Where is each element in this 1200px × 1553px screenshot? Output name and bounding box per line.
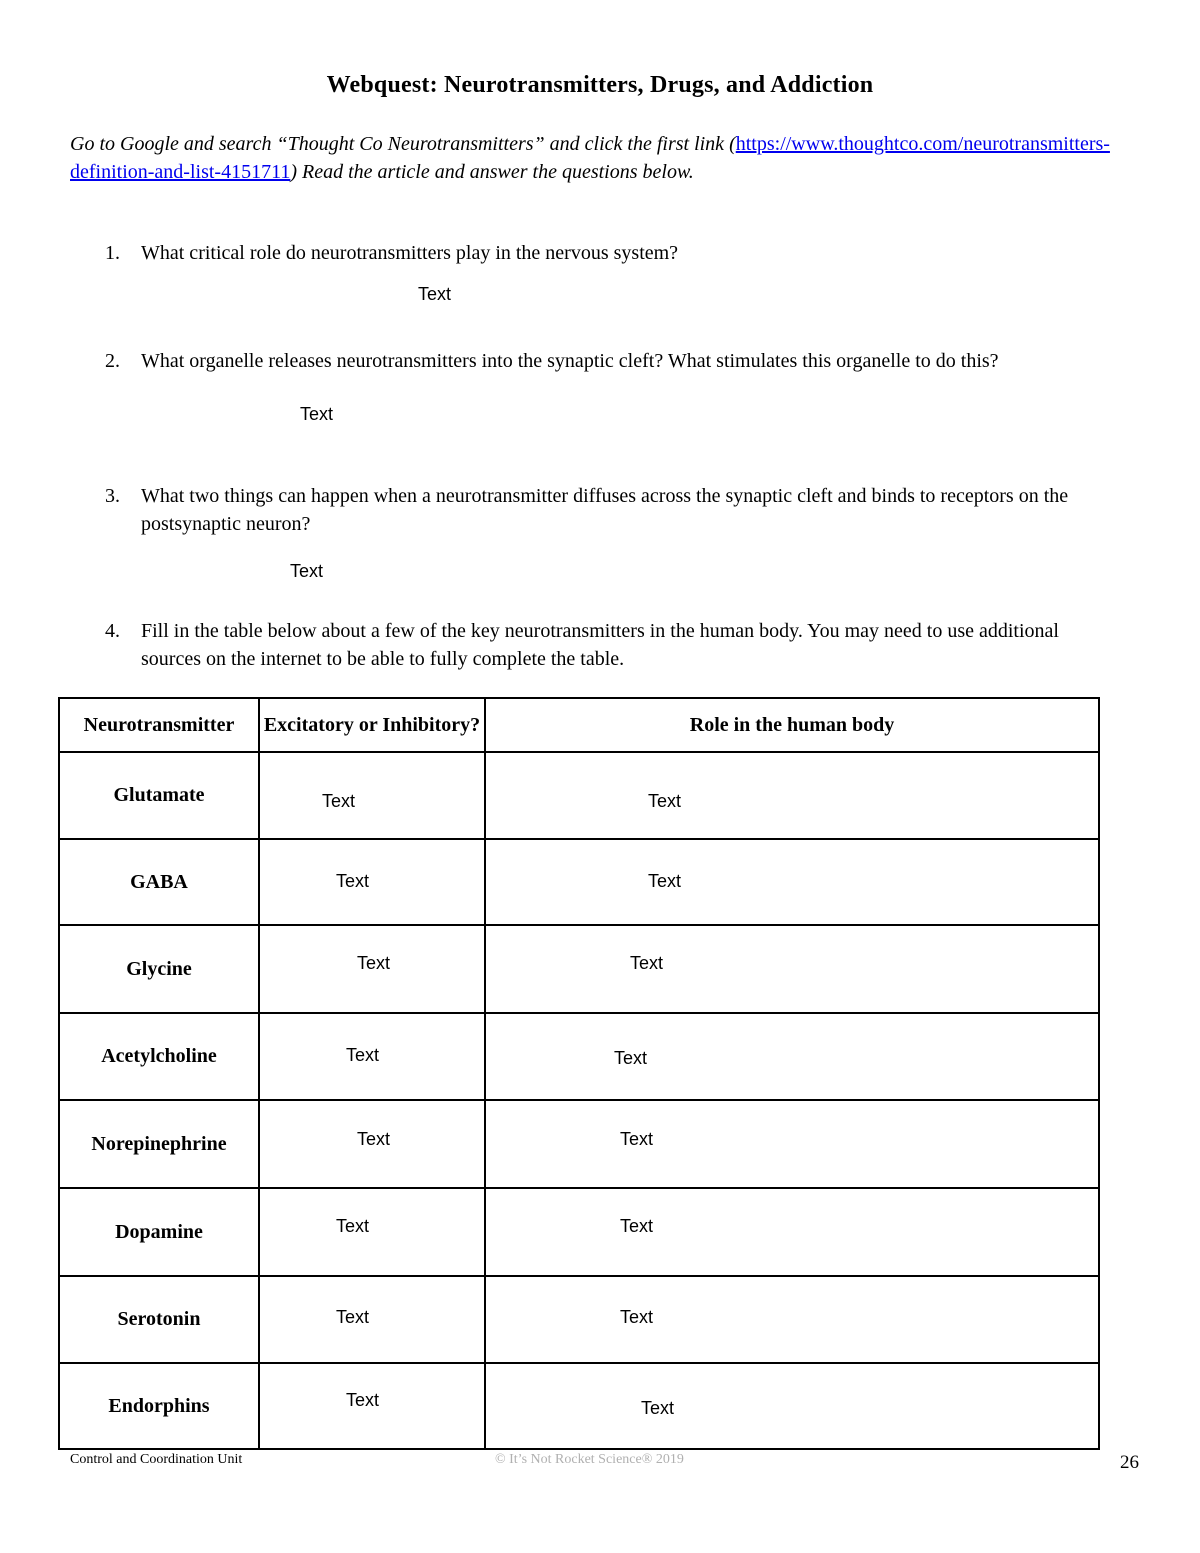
- answer-2[interactable]: Text: [300, 404, 334, 424]
- answer-3[interactable]: Text: [290, 561, 324, 581]
- question-number: 2.: [105, 350, 120, 372]
- table-row: [59, 1276, 1099, 1363]
- neurotransmitter-name: Glycine: [59, 925, 259, 1013]
- table-row: [59, 1363, 1099, 1449]
- table-row: [59, 1013, 1099, 1100]
- article-link[interactable]: https://www.thoughtco.com/neurotransmitters-definition-and-list-4151711: [70, 133, 1110, 183]
- neurotransmitter-name: GABA: [59, 839, 259, 925]
- question-number: 1.: [105, 242, 120, 264]
- role-answer[interactable]: Text: [614, 1048, 648, 1068]
- neurotransmitter-name: Dopamine: [59, 1188, 259, 1276]
- page-number: 26: [1120, 1452, 1139, 1473]
- role-cell[interactable]: [485, 1100, 1099, 1188]
- type-answer[interactable]: Text: [357, 1129, 391, 1149]
- type-answer[interactable]: Text: [322, 791, 356, 811]
- neurotransmitter-name: Glutamate: [59, 752, 259, 839]
- type-answer[interactable]: Text: [336, 871, 370, 891]
- neurotransmitter-name: Serotonin: [59, 1276, 259, 1363]
- role-answer[interactable]: Text: [620, 1216, 654, 1236]
- type-answer[interactable]: Text: [357, 953, 391, 973]
- neurotransmitter-name: Acetylcholine: [59, 1013, 259, 1100]
- type-answer[interactable]: Text: [336, 1216, 370, 1236]
- table-row: [59, 752, 1099, 839]
- question-text: What organelle releases neurotransmitters into the synaptic cleft? What stimulates this organelle to do this?: [141, 350, 999, 372]
- footer-unit: Control and Coordination Unit: [70, 1452, 243, 1467]
- question-1: [105, 239, 1115, 269]
- role-cell[interactable]: [485, 925, 1099, 1013]
- type-cell[interactable]: [259, 839, 485, 925]
- instructions-text-start: Go to Google and search “Thought Co Neurotransmitters” and click the first link (: [70, 133, 736, 155]
- table-header-row: [59, 698, 1099, 752]
- column-header-neurotransmitter: Neurotransmitter: [59, 698, 259, 752]
- neurotransmitter-name: Endorphins: [59, 1363, 259, 1449]
- role-answer[interactable]: Text: [630, 953, 664, 973]
- type-cell[interactable]: [259, 752, 485, 839]
- type-cell[interactable]: [259, 925, 485, 1013]
- table-row: [59, 1188, 1099, 1276]
- question-number: 4.: [105, 620, 120, 642]
- instructions-text-end: ) Read the article and answer the questions below.: [290, 161, 694, 183]
- neurotransmitter-table: [58, 697, 1100, 1450]
- type-answer[interactable]: Text: [346, 1045, 380, 1065]
- question-2: [105, 347, 1115, 407]
- question-number: 3.: [105, 485, 120, 507]
- role-answer[interactable]: Text: [648, 871, 682, 891]
- type-cell[interactable]: [259, 1188, 485, 1276]
- type-cell[interactable]: [259, 1100, 485, 1188]
- role-cell[interactable]: [485, 752, 1099, 839]
- question-4: [105, 617, 1115, 677]
- column-header-role: Role in the human body: [485, 698, 1099, 752]
- type-answer[interactable]: Text: [336, 1307, 370, 1327]
- instructions: [70, 130, 1120, 186]
- role-cell[interactable]: [485, 1363, 1099, 1449]
- question-text: Fill in the table below about a few of the key neurotransmitters in the human body. You may need to use additional sources on the internet to be able to fully complete the table.: [141, 620, 1059, 670]
- role-cell[interactable]: [485, 1188, 1099, 1276]
- role-answer[interactable]: Text: [641, 1398, 675, 1418]
- question-3: [105, 482, 1115, 542]
- neurotransmitter-name: Norepinephrine: [59, 1100, 259, 1188]
- type-answer[interactable]: Text: [346, 1390, 380, 1410]
- column-header-excitatory-inhibitory: Excitatory or Inhibitory?: [259, 698, 485, 752]
- role-answer[interactable]: Text: [648, 791, 682, 811]
- type-cell[interactable]: [259, 1276, 485, 1363]
- table-row: [59, 925, 1099, 1013]
- question-text: What two things can happen when a neurotransmitter diffuses across the synaptic cleft and binds to receptors on the postsynaptic neuron?: [141, 485, 1069, 535]
- table-row: [59, 839, 1099, 925]
- role-answer[interactable]: Text: [620, 1307, 654, 1327]
- page-title: Webquest: Neurotransmitters, Drugs, and Addiction: [326, 72, 874, 98]
- role-cell[interactable]: [485, 839, 1099, 925]
- question-text: What critical role do neurotransmitters play in the nervous system?: [141, 242, 679, 264]
- role-answer[interactable]: Text: [620, 1129, 654, 1149]
- footer-copyright: © It’s Not Rocket Science® 2019: [495, 1452, 684, 1467]
- type-cell[interactable]: [259, 1013, 485, 1100]
- answer-1[interactable]: Text: [418, 284, 452, 304]
- type-cell[interactable]: [259, 1363, 485, 1449]
- role-cell[interactable]: [485, 1013, 1099, 1100]
- table-row: [59, 1100, 1099, 1188]
- role-cell[interactable]: [485, 1276, 1099, 1363]
